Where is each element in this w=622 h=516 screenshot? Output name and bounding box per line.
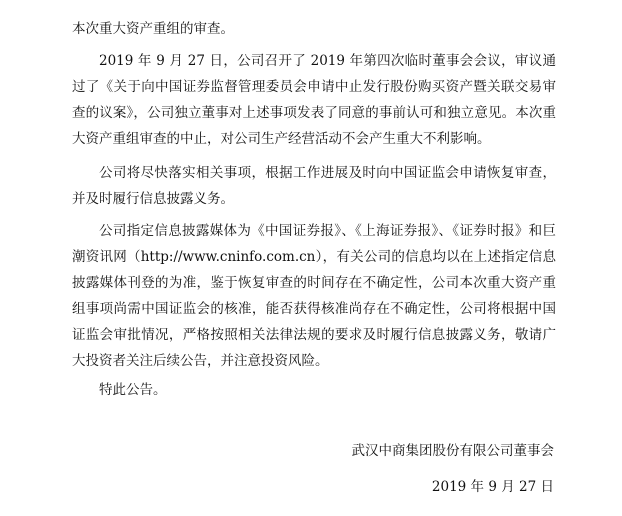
signer-name: 武汉中商集团股份有限公司董事会: [351, 443, 554, 459]
paragraph-closing: 特此公告。: [99, 382, 167, 398]
paragraph-disclosure-media: 公司指定信息披露媒体为《中国证券报》、《上海证券报》、《证券时报》和巨潮资讯网（http://www.cninfo.com.cn），有关公司的信息均以在上述指定信息披露媒体刊登的为准，鉴于恢复审查的时间存在不确定性，公司本次重大资产重组事项尚需中国证监会的核准，能否获得核准尚存在不确定性，公司将根据中国证监会审批情况，严格按照相关法律法规的要求及时履行信息披露义务，敬请广大投资者关注后续公告，并注意投资风险。: [72, 223, 556, 369]
paragraph-follow-up: 公司将尽快落实相关事项，根据工作进展及时向中国证监会申请恢复审查，并及时履行信息披露义务。: [72, 165, 556, 207]
paragraph-board-meeting: 2019 年 9 月 27 日，公司召开了 2019 年第四次临时董事会会议，审议通过了《关于向中国证券监督管理委员会申请中止发行股份购买资产暨关联交易审查的议案》，公司独立董事对上述事项发表了同意的事前认可和独立意见。本次重大资产重组审查的中止，对公司生产经营活动不会产生重大不利影响。: [72, 53, 556, 147]
paragraph-continuation: 本次重大资产重组的审查。: [72, 21, 234, 37]
signature-date: 2019 年 9 月 27 日: [431, 479, 554, 495]
